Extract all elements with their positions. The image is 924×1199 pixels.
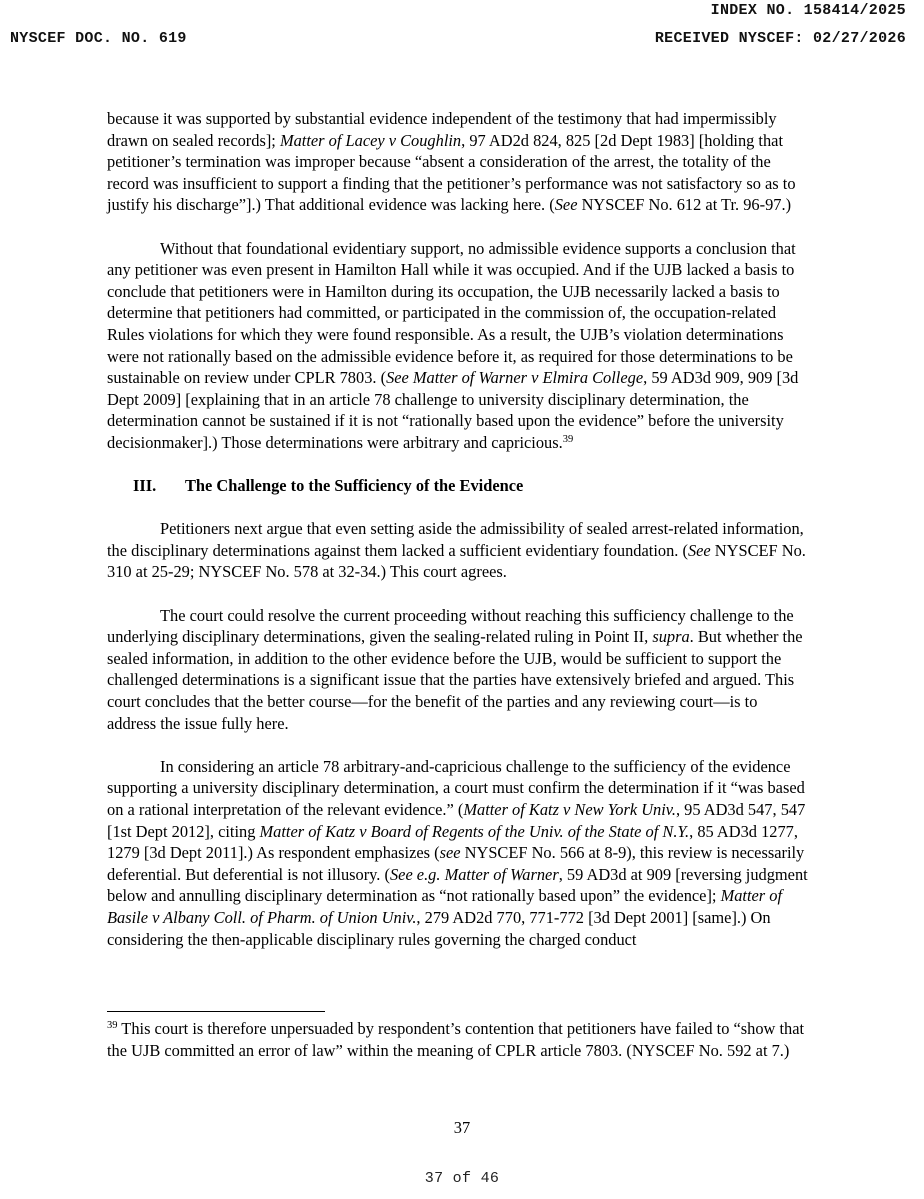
page-count: 37 of 46	[424, 1170, 500, 1187]
text: NYSCEF No. 612 at Tr. 96-97.)	[577, 195, 792, 215]
text: , 85 AD3d 1277, 1279 [3d Dept 2011].) As respondent emphasizes (	[107, 821, 798, 863]
signal: see	[439, 843, 461, 863]
footnote-number: 39	[107, 1020, 118, 1031]
paragraph-4	[107, 605, 810, 735]
text: NYSCEF No. 310 at 25-29; NYSCEF No. 578 at 32-34.) This court agrees.	[107, 540, 806, 582]
text: because it was supported by substantial evidence independent of the testimony that had impermissibly drawn on sealed records];	[107, 109, 777, 150]
received-date: RECEIVED NYSCEF: 02/27/2026	[654, 30, 906, 47]
text: NYSCEF No. 566 at 8-9), this review is necessarily deferential. But deferential is not illusory. (	[107, 843, 805, 884]
index-number: INDEX NO. 158414/2025	[710, 2, 906, 19]
section-heading	[107, 475, 810, 497]
case-citation: See Matter of Warner v Elmira College	[386, 368, 644, 388]
case-citation: Matter of Lacey v Coughlin	[279, 130, 462, 150]
text: Petitioners next argue that even setting aside the admissibility of sealed arrest-related information, the disciplinary determinations against them lacked a sufficient evidentiary foundation. (	[107, 519, 804, 560]
case-citation: See e.g. Matter of Warner	[389, 864, 559, 884]
paragraph-3	[107, 518, 810, 583]
text: , 95 AD3d 547, 547 [1st Dept 2012], citing	[107, 800, 806, 841]
footnote-text: This court is therefore unpersuaded by respondent’s contention that petitioners have failed to “show that the UJB committed an error of law” within the meaning of CPLR article 7803. (NYSCEF No. 592 at 7.)	[107, 1019, 805, 1060]
case-citation: Matter of Katz v Board of Regents of the Univ. of the State of N.Y.	[259, 821, 690, 841]
text: Without that foundational evidentiary support, no admissible evidence supports a conclusion that any petitioner was even present in Hamilton Hall while it was occupied. And if the UJB lacked a basis to conclude that petitioners were in Hamilton during its occupation, the UJB necessarily lacked a basis to determine that petitioners had committed, or participated in the commission of, the occupation-related Rules violations for which they were found responsible. As a result, the UJB’s violation determinations were not rationally based on the admissible evidence before it, as required for those determinations to be sustainable on review under CPLR 7803. (	[107, 238, 796, 388]
footnote-divider	[107, 1011, 325, 1012]
case-citation: Matter of Basile v Albany Coll. of Pharm. of Union Univ.	[107, 886, 783, 927]
signal: See	[687, 540, 711, 560]
paragraph-2	[107, 238, 810, 454]
case-citation: Matter of Katz v New York Univ.	[463, 800, 676, 819]
footnote-39	[107, 1018, 810, 1061]
paragraph-5	[107, 756, 810, 950]
page-number: 37	[453, 1118, 471, 1137]
doc-number: NYSCEF DOC. NO. 619	[10, 30, 187, 47]
signal: supra	[652, 627, 690, 647]
document-body	[107, 108, 810, 950]
section-title: The Challenge to the Sufficiency of the Evidence	[185, 476, 524, 496]
text: In considering an article 78 arbitrary-and-capricious challenge to the sufficiency of the evidence supporting a university disciplinary determination, a court must confirm the determination if it “was based on a rational interpretation of the relevant evidence.” (	[107, 756, 805, 819]
text: The court could resolve the current proceeding without reaching this sufficiency challenge to the underlying disciplinary determinations, given the sealing-related ruling in Point II,	[107, 605, 794, 647]
text: , 59 AD3d at 909 [reversing judgment below and annulling disciplinary determination as “not rationally based upon” the evidence];	[107, 864, 808, 906]
paragraph-1	[107, 108, 810, 216]
signal: See	[554, 195, 578, 215]
text: , 97 AD2d 824, 825 [2d Dept 1983] [holding that petitioner’s termination was improper because “absent a consideration of the arrest, the totality of the record was insufficient to support a finding that the petitioner’s performance was not satisfactory so as to justify his discharge”].) That additional evidence was lacking here. (	[107, 130, 796, 215]
text: , 59 AD3d 909, 909 [3d Dept 2009] [explaining that in an article 78 challenge to university disciplinary determination, the determination cannot be sustained if it is not “rationally based upon the evidence” before the university decisionmaker].) Those determinations were arbitrary and capricious.	[107, 368, 799, 452]
text: , 279 AD2d 770, 771-772 [3d Dept 2001] [same].) On considering the then-applicable disciplinary rules governing the charged conduct	[107, 907, 771, 949]
footnote-reference: 39	[562, 433, 574, 445]
section-number: III.	[133, 476, 157, 496]
text: . But whether the sealed information, in addition to the other evidence before the UJB, would be sufficient to support the challenged determinations is a significant issue that the parties have extensively briefed and argued. This court concludes that the better course—for the benefit of the parties and any reviewing court—is to address the issue fully here.	[107, 627, 803, 733]
